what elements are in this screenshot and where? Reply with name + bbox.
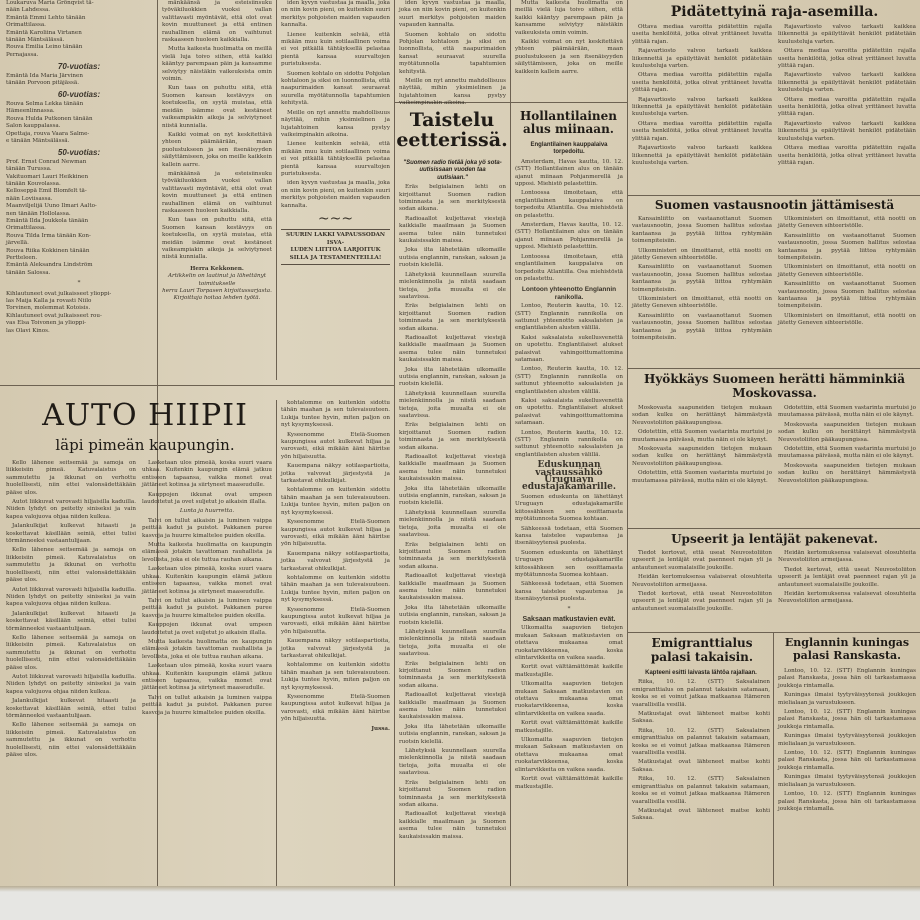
hollanti-subhead-2: Lontoon yhteenotto Englannin ranikolla. [521,286,617,301]
birthdays-column: Loukaruva Maria Grönqvist tä- nään Lahdessa. Emäntä Emmi Lehto tänään Orimattilassa. Emäntä Karoliina Virtanen tänään Mäntsälässä. Rouva Emilia Leino tänään Pernajassa. 70-vuotias: Emäntä Ida Maria Järvinen tänään Porvoon pitäjässä. 60-vuotias: Rouva Selma Lekka tänään Hämeenlinnassa. Rouva Hulda Putkonen tänään Salon kauppalassa. Opettaja, rouva Vaara Salme- e tänään Mäntsälässä. 50-vuotias: Prof. Ernst Conrad Newman tänään Turussa. Vakituomari Lauri Heikkinen tänään Kouvolassa. Kelloseppä Emil Blomfelt tä- nään Loviisassa. Maanviljelijä Uuno Ilmari Aalto- nen tänään Hollolassa. Emäntä Ilda Joukkola tänään Orimattilassa. Rouva Tilda Irma tänään Kon- järvellä. Rouva Riika Kokkinen tänään Pertteleen. Emäntä Aleksandra Lindström tänään Salossa. * Kihlautuneet ovat julkaisseet ylioppi- las Maija Kalla ja rovasti Niilo Torvinen, molemmat Kotoisis. Kihlautuneet ovat julkaisseet rou- vas Elsa Toivonen ja ylioppi- las Olavi Kinos. [6,0,152,380]
auto-column-b: Lasketaan ulos pimeää, koska suuri vaara uhkaa. Kuitenkin kaupungin elämä jatkuu entiseen tapaansa, vaikka monet ovat jättäneet kotinsa ja siirtyneet maaseudulle. Kauppojen ikkunat ovat umpeen laudoitetut ja ovet suljetut jo aikaisin illalla. Lunta ja huurretta. Talvi on tullut aikaisin ja luminen vaippa peittää kadut ja puistot. Pakkanen puree kasvoja ja huurre kimaltelee puiden oksilla. Mutta kaikesta huolimatta on kaupungin elämässä jotakin tavattoman rauhallista ja levollista, joka ei ole tuttua rauhan aikana. Lasketaan ulos pimeää, koska suuri vaara uhkaa. Kuitenkin kaupungin elämä jatkuu entiseen tapaansa, vaikka monet ovat jättäneet kotinsa ja siirtyneet maaseudulle. Talvi on tullut aikaisin ja luminen vaippa peittää kadut ja puistot. Pakkanen puree kasvoja ja huurre kimaltelee puiden oksilla. Kauppojen ikkunat ovat umpeen laudoitetut ja ovet suljetut jo aikaisin illalla. Mutta kaikesta huolimatta on kaupungin elämässä jotakin tavattoman rauhallista ja levollista, joka ei ole tuttua rauhan aikana. Lasketaan ulos pimeää, koska suuri vaara uhkaa. Kuitenkin kaupungin elämä jatkuu entiseen tapaansa, vaikka monet ovat jättäneet kotinsa ja siirtyneet maaseudulle. Talvi on tullut aikaisin ja luminen vaippa peittää kadut ja puistot. Pakkanen puree kasvoja ja huurre kimaltelee puiden oksilla. [142,460,272,716]
article-column-3: iden kyvyn vastustaa ja maalla, joka on niin kovin pieni, on kuitenkin suuri merkitys pohjoisten maiden vapauden kannalta. Lienee kuitenkin selvää, että mikään muu kuin sotilaallinen voima ei voi pitkällä tähtäyksellä pelastaa pientä kansaa suurvaltojen puristuksesta. Suomen kohtalo on sidottu Pohjolan kohtaloon ja siksi on luonnollista, että naapurimaiden kansat seuraavat suurella myötätunnolla tapahtumien kehitystä. Meille on nyt annettu mahdollisuus näyttää, mihin yksimielinen ja lujatahtoinen kansa pystyy vaikeimpinakin aikoina. Lienee kuitenkin selvää, että mikään muu kuin sotilaallinen voima ei voi pitkällä tähtäyksellä pelastaa pientä kansaa suurvaltojen puristuksesta. iden kyvyn vastustaa ja maalla, joka on niin kovin pieni, on kuitenkin suuri merkitys pohjoisten maiden vapauden kannalta. ~~~ SUURIN LAKKI VAPAUSSODAN ISVA- LUDEN LIITTOA LARJOITUK SILLA JA TESTAMENTEILLA! [281,0,390,380]
article-column-5-top: Mutta kaikesta huolimatta on meillä vielä luja toivo siihen, että kaikki kääntyy parempaan päin ja kansamme selviytyy näistäkin vaikeuksista omin voimin. Kaikki voimat on nyt keskitettävä yhteen päämäärään, maan puolustukseen ja sen itsenäisyyden säilyttämiseen, joka on meille kaikkein kallein aarre. [515,0,623,75]
right-column-b2: Ulkoministeri on ilmoittanut, että nootti on jätetty Geneven sihteeristölle. Kansainliitto on vastaanottanut Suomen vastausnootin, jossa Suomen hallitus selostaa kantaansa ja pyytää liittoa ryhtymään toimenpiteisiin. Ulkoministeri on ilmoittanut, että nootti on jätetty Geneven sihteeristölle. Kansainliitto on vastaanottanut Suomen vastausnootin, jossa Suomen hallitus selostaa kantaansa ja pyytää liittoa ryhtymään toimenpiteisiin. Ulkoministeri on ilmoittanut, että nootti on jätetty Geneven sihteeristölle. [778,216,916,327]
section-rule [0,385,394,386]
appeal-box: SUURIN LAKKI VAPAUSSODAN ISVA- LUDEN LIITTOA LARJOITUK SILLA JA TESTAMENTEILLA! [281,229,390,265]
taistelu-headline: Taistelu eetterissä. [396,109,508,151]
column-rule [627,0,628,888]
auto-headline: AUTO HIIPII [42,398,248,433]
right-column-b4: Heidän kertomuksensa valaisevat olosuhteita Neuvostoliiton armeijassa. Tiedot kertovat, että useat Neuvostoliiton upseerit ja lentäjät ovat paenneet rajan yli ja antautuneet suomalaisille joukoille. Heidän kertomuksensa valaisevat olosuhteita Neuvostoliiton armeijassa. [778,550,916,605]
pidatettyina-headline: Pidätettyinä raja-asemilla. [670,4,879,20]
auto-column-c: kohtalomme on kuitenkin sidottu tähän maahan ja sen tulevaisuuteen. Lukija tuntee hyvin, miten paljon on nyt kysymyksessä. Kyseenomme Etelä-Suomen kaupungissa autot kulkevat hiljaa ja varovasti, eikä mikään ääni häiritse yön hiljaisuutta. Kauempana näkyy sotilaspartioita, jotka valvovat järjestystä ja tarkastavat ohikulkijat. kohtalomme on kuitenkin sidottu tähän maahan ja sen tulevaisuuteen. Lukija tuntee hyvin, miten paljon on nyt kysymyksessä. Kyseenomme Etelä-Suomen kaupungissa autot kulkevat hiljaa ja varovasti, eikä mikään ääni häiritse yön hiljaisuutta. Kauempana näkyy sotilaspartioita, jotka valvovat järjestystä ja tarkastavat ohikulkijat. kohtalomme on kuitenkin sidottu tähän maahan ja sen tulevaisuuteen. Lukija tuntee hyvin, miten paljon on nyt kysymyksessä. Kyseenomme Etelä-Suomen kaupungissa autot kulkevat hiljaa ja varovasti, eikä mikään ääni häiritse yön hiljaisuutta. Kauempana näkyy sotilaspartioita, jotka valvovat järjestystä ja tarkastavat ohikulkijat. kohtalomme on kuitenkin sidottu tähän maahan ja sen tulevaisuuteen. Lukija tuntee hyvin, miten paljon on nyt kysymyksessä. Kyseenomme Etelä-Suomen kaupungissa autot kulkevat hiljaa ja varovasti, eikä mikään ääni häiritse yön hiljaisuutta. Jussa. [281,400,390,732]
right-column-b1: Rajavartiosto valvoo tarkasti kaikkea liikennettä ja epäilyttävät henkilöt pidätetään kuulusteluja varten. Ottava mediaa varoitta pidätettiin rajalla useita henkilöitä, jotka olivat yrittäneet luvatta ylittää rajan. Rajavartiosto valvoo tarkasti kaikkea liikennettä ja epäilyttävät henkilöt pidätetään kuulusteluja varten. Ottava mediaa varoitta pidätettiin rajalla useita henkilöitä, jotka olivat yrittäneet luvatta ylittää rajan. Rajavartiosto valvoo tarkasti kaikkea liikennettä ja epäilyttävät henkilöt pidätetään kuulusteluja varten. Ottava mediaa varoitta pidätettiin rajalla useita henkilöitä, jotka olivat yrittäneet luvatta ylittää rajan. [778,24,916,166]
column-rule [510,0,511,888]
auto-signature: Jussa. [371,725,390,732]
right-column-a3: Moskovasta saapuneiden tietojen mukaan sodan kulku on herättänyt hämmästystä Neuvostoliiton pääkaupungissa. Odotettiin, että Suomen vastarinta murtuisi jo muutamassa päivässä, mutta näin ei ole käynyt. Moskovasta saapuneiden tietojen mukaan sodan kulku on herättänyt hämmästystä Neuvostoliiton pääkaupungissa. Odotettiin, että Suomen vastarinta murtuisi jo muutamassa päivässä, mutta näin ei ole käynyt. [632,405,772,484]
column-rule [394,0,395,888]
vastausnootti-headline: Suomen vastausnootin jättämisestä [654,198,895,212]
section-rule [510,102,627,103]
auto-column-a: Kello lähenee seitsemää ja samoja on liikkeisiin pimeä. Katuvalaistus on sammutettu ja ikkunat on verhottu huolellisesti, niin ettei valonsädettäkään pääse ulos. Autot liikkuvat varovasti hiljaisilla kaduilla. Niiden lyhdyt on peitetty siniseksi ja vain kapea valojuova ohjaa niiden kulkua. Jalankulkijat kulkevat hitaasti ja koskettavat käsillään seiniä, ettei tulisi törmänneeksi vastaantulijaan. Kello lähenee seitsemää ja samoja on liikkeisiin pimeä. Katuvalaistus on sammutettu ja ikkunat on verhottu huolellisesti, niin ettei valonsädettäkään pääse ulos. Autot liikkuvat varovasti hiljaisilla kaduilla. Niiden lyhdyt on peitetty siniseksi ja vain kapea valojuova ohjaa niiden kulkua. Jalankulkijat kulkevat hitaasti ja koskettavat käsillään seiniä, ettei tulisi törmänneeksi vastaantulijaan. Kello lähenee seitsemää ja samoja on liikkeisiin pimeä. Katuvalaistus on sammutettu ja ikkunat on verhottu huolellisesti, niin ettei valonsädettäkään pääse ulos. Autot liikkuvat varovasti hiljaisilla kaduilla. Niiden lyhdyt on peitetty siniseksi ja vain kapea valojuova ohjaa niiden kulkua. Jalankulkijat kulkevat hitaasti ja koskettavat käsillään seiniä, ettei tulisi törmänneeksi vastaantulijaan. Kello lähenee seitsemää ja samoja on liikkeisiin pimeä. Katuvalaistus on sammutettu ja ikkunat on verhottu huolellisesti, niin ettei valonsädettäkään pääse ulos. [6,460,136,759]
signature: Herra Kekkonen. [190,265,244,272]
signature-flourish: ~~~ [317,210,354,227]
emigranttialus-headline: Emigranttialus palasi takaisin. [650,636,754,664]
taistelu-column: "Suomen radio tietää joka yö sota- uutisissaan vuoden taa uutisiaan." Eräs belgialainen lehti on kirjoittanut Suomen radion toiminnasta ja sen merkityksestä sodan aikana. Radioaallot kuljettavat viestejä kaikkialle maailmaan ja Suomen asema tulee näin tunnetuksi kaukaisissakin maissa. Joka ilta lähetetään ulkomaille uutisia englannin, ranskan, saksan ja ruotsin kielellä. Lähetyksiä kuunnellaan suurella mielenkiinnolla ja niistä saadaan tietoja, joita muualta ei ole saatavissa. Eräs belgialainen lehti on kirjoittanut Suomen radion toiminnasta ja sen merkityksestä sodan aikana. Radioaallot kuljettavat viestejä kaikkialle maailmaan ja Suomen asema tulee näin tunnetuksi kaukaisissakin maissa. Joka ilta lähetetään ulkomaille uutisia englannin, ranskan, saksan ja ruotsin kielellä. Lähetyksiä kuunnellaan suurella mielenkiinnolla ja niistä saadaan tietoja, joita muualta ei ole saatavissa. Eräs belgialainen lehti on kirjoittanut Suomen radion toiminnasta ja sen merkityksestä sodan aikana. Radioaallot kuljettavat viestejä kaikkialle maailmaan ja Suomen asema tulee näin tunnetuksi kaukaisissakin maissa. Joka ilta lähetetään ulkomaille uutisia englannin, ranskan, saksan ja ruotsin kielellä. Lähetyksiä kuunnellaan suurella mielenkiinnolla ja niistä saadaan tietoja, joita muualta ei ole saatavissa. Eräs belgialainen lehti on kirjoittanut Suomen radion toiminnasta ja sen merkityksestä sodan aikana. Radioaallot kuljettavat viestejä kaikkialle maailmaan ja Suomen asema tulee näin tunnetuksi kaukaisissakin maissa. Joka ilta lähetetään ulkomaille uutisia englannin, ranskan, saksan ja ruotsin kielellä. Lähetyksiä kuunnellaan suurella mielenkiinnolla ja niistä saadaan tietoja, joita muualta ei ole saatavissa. Eräs belgialainen lehti on kirjoittanut Suomen radion toiminnasta ja sen merkityksestä sodan aikana. Radioaallot kuljettavat viestejä kaikkialle maailmaan ja Suomen asema tulee näin tunnetuksi kaukaisissakin maissa. Joka ilta lähetetään ulkomaille uutisia englannin, ranskan, saksan ja ruotsin kielellä. Lähetyksiä kuunnellaan suurella mielenkiinnolla ja niistä saadaan tietoja, joita muualta ei ole saatavissa. Eräs belgialainen lehti on kirjoittanut Suomen radion toiminnasta ja sen merkityksestä sodan aikana. Radioaallot kuljettavat viestejä kaikkialle maailmaan ja Suomen asema tulee näin tunnetuksi kaukaisissakin maissa. [399,160,506,840]
right-column-a1: Ottava mediaa varoitta pidätettiin rajalla useita henkilöitä, jotka olivat yrittäneet luvatta ylittää rajan. Rajavartiosto valvoo tarkasti kaikkea liikennettä ja epäilyttävät henkilöt pidätetään kuulusteluja varten. Ottava mediaa varoitta pidätettiin rajalla useita henkilöitä, jotka olivat yrittäneet luvatta ylittää rajan. Rajavartiosto valvoo tarkasti kaikkea liikennettä ja epäilyttävät henkilöt pidätetään kuulusteluja varten. Ottava mediaa varoitta pidätettiin rajalla useita henkilöitä, jotka olivat yrittäneet luvatta ylittää rajan. Rajavartiosto valvoo tarkasti kaikkea liikennettä ja epäilyttävät henkilöt pidätetään kuulusteluja varten. [632,24,772,166]
age-heading-70: 70-vuotias: [57,62,101,72]
article-column-2: mänkäänsä ja esteisiinsuku työväkiluokkien vuoksi vallan valittavasti myöntävät, että olot ovat kovin muuttuneet ja että entinen rauhallinen elämä on vaihtunut raskaaseen huoleen kaikkialla. Mutta kaikesta huolimatta on meillä vielä luja toivo siihen, että kaikki kääntyy parempaan päin ja kansamme selviytyy näistäkin vaikeuksista omin voimin. Kun taas on puhuttu siitä, että Suomen kansan kestävyys on koetuksella, on syytä muistaa, että meidän isämme ovat kestäneet vaikeampiakin aikoja ja selviytyneet niistä kunnialla. Kaikki voimat on nyt keskitettävä yhteen päämäärään, maan puolustukseen ja sen itsenäisyyden säilyttämiseen, joka on meille kaikkein kallein aarre. mänkäänsä ja esteisiinsuku työväkiluokkien vuoksi vallan valittavasti myöntävät, että olot ovat kovin muuttuneet ja että entinen rauhallinen elämä on vaihtunut raskaaseen huoleen kaikkialla. Kun taas on puhuttu siitä, että Suomen kansan kestävyys on koetuksella, on syytä muistaa, että meidän isämme ovat kestäneet vaikeampiakin aikoja ja selviytyneet niistä kunnialla. Herra Kekkonen. Artikkelin on laatinut ja lähettänyt toimitukselle herra Lauri Torpasen kirjoitussarjasta. Kirjoittaja hoitaa lehden työtä. [162,0,272,302]
column-rule [276,0,277,380]
eduskunta-headline: Eduskunnan vastaussähkö Uruguayn edustajakamarille. [522,460,616,493]
kuningas-column: Lontoo, 10. 12. (STT) Englannin kuningas palasi Ranskasta, jossa hän oli tarkastamassa joukkoja rintamalla. Kuningas ilmaisi tyytyväisyytensä joukkojen mielialaan ja varustukseen. Lontoo, 10. 12. (STT) Englannin kuningas palasi Ranskasta, jossa hän oli tarkastamassa joukkoja rintamalla. Kuningas ilmaisi tyytyväisyytensä joukkojen mielialaan ja varustukseen. Lontoo, 10. 12. (STT) Englannin kuningas palasi Ranskasta, jossa hän oli tarkastamassa joukkoja rintamalla. Kuningas ilmaisi tyytyväisyytensä joukkojen mielialaan ja varustukseen. Lontoo, 10. 12. (STT) Englannin kuningas palasi Ranskasta, jossa hän oli tarkastamassa joukkoja rintamalla. [778,668,916,812]
age-heading-60: 60-vuotias: [57,90,101,100]
hyokkays-headline: Hyökkäys Suomeen herätti hämminkiä Moskovassa. [644,372,905,400]
column-rule [276,400,277,888]
auto-subheadline: läpi pimeän kaupungin. [55,436,235,454]
auto-midhead: Lunta ja huurretta. [179,508,235,515]
kuningas-headline: Englannin kuningas palasi Ranskasta. [784,636,910,662]
right-column-b3: Odotettiin, että Suomen vastarinta murtuisi jo muutamassa päivässä, mutta näin ei ole käynyt. Moskovasta saapuneiden tietojen mukaan sodan kulku on herättänyt hämmästystä Neuvostoliiton pääkaupungissa. Odotettiin, että Suomen vastarinta murtuisi jo muutamassa päivässä, mutta näin ei ole käynyt. Moskovasta saapuneiden tietojen mukaan sodan kulku on herättänyt hämmästystä Neuvostoliiton pääkaupungissa. [778,405,916,484]
upseerit-headline: Upseerit ja lentäjät pakenevat. [671,532,878,546]
page-edge [0,886,920,892]
saksaan-headline: Saksaan matkustavien evät. [522,615,616,623]
right-column-a2: Kansainliitto on vastaanottanut Suomen vastausnootin, jossa Suomen hallitus selostaa kantaansa ja pyytää liittoa ryhtymään toimenpiteisiin. Ulkoministeri on ilmoittanut, että nootti on jätetty Geneven sihteeristölle. Kansainliitto on vastaanottanut Suomen vastausnootin, jossa Suomen hallitus selostaa kantaansa ja pyytää liittoa ryhtymään toimenpiteisiin. Ulkoministeri on ilmoittanut, että nootti on jätetty Geneven sihteeristölle. Kansainliitto on vastaanottanut Suomen vastausnootin, jossa Suomen hallitus selostaa kantaansa ja pyytää liittoa ryhtymään toimenpiteisiin. [632,216,772,342]
article-column-4-top: iden kyvyn vastustaa ja maalla, joka on niin kovin pieni, on kuitenkin suuri merkitys pohjoisten maiden vapauden kannalta. Suomen kohtalo on sidottu Pohjolan kohtaloon ja siksi on luonnollista, että naapurimaiden kansat seuraavat suurella myötätunnolla tapahtumien kehitystä. Meille on nyt annettu mahdollisuus näyttää, mihin yksimielinen ja lujatahtoinen kansa pystyy vaikeimpinakin aikoina. [399,0,506,107]
hollanti-column: Englantilainen kauppalaiva torpedoitu. Amsterdam, Havas kautta, 10. 12. (STT) Hollantilainen alus on tänään ajanut miinaan Pohjanmerellä ja upposi. Miehistö pelastettiin. Lontoossa ilmoitetaan, että englantilainen kauppalaiva on torpedoitu Atlantilla. Osa miehistöstä on pelastettu. Amsterdam, Havas kautta, 10. 12. (STT) Hollantilainen alus on tänään ajanut miinaan Pohjanmerellä ja upposi. Miehistö pelastettiin. Lontoossa ilmoitetaan, että englantilainen kauppalaiva on torpedoitu Atlantilla. Osa miehistöstä on pelastettu. Lontoon yhteenotto Englannin ranikolla. Lontoo, Reuterin kautta, 10. 12. (STT) Englannin rannikolla on sattunut yhteenotto saksalaisten ja englantilaisten alusten välillä. Kaksi saksalaista sukellusvenettä on upotettu. Englantilaiset alukset palasivat vahingoittumattomina satamaan. Lontoo, Reuterin kautta, 10. 12. (STT) Englannin rannikolla on sattunut yhteenotto saksalaisten ja englantilaisten alusten välillä. Kaksi saksalaista sukellusvenettä on upotettu. Englantilaiset alukset palasivat vahingoittumattomina satamaan. Lontoo, Reuterin kautta, 10. 12. (STT) Englannin rannikolla on sattunut yhteenotto saksalaisten ja englantilaisten alusten välillä. Eduskunnan vastaussähkö Uruguayn edustajakamarille. Suomen eduskunta on lähettänyt Uruguayn edustajakamarille kiitossähkeen sen osoittamasta myötätunnosta Suomea kohtaan. Sähkeessä todetaan, että Suomen kansa taistelee vapautensa ja itsenäisyytensä puolesta. Suomen eduskunta on lähettänyt Uruguayn edustajakamarille kiitossähkeen sen osoittamasta myötätunnosta Suomea kohtaan. Sähkeessä todetaan, että Suomen kansa taistelee vapautensa ja itsenäisyytensä puolesta. * Saksaan matkustavien evät. Ulkomailta saapuvien tietojen mukaan Saksaan matkustavien on otettava mukaansa omat ruokatarvikkeensa, koska elintarvikkeita on vaikea saada. Kortit ovat välttämättömät kaikille matkustajille. Ulkomailta saapuvien tietojen mukaan Saksaan matkustavien on otettava mukaansa omat ruokatarvikkeensa, koska elintarvikkeita on vaikea saada. Kortit ovat välttämättömät kaikille matkustajille. Ulkomailta saapuvien tietojen mukaan Saksaan matkustavien on otettava mukaansa omat ruokatarvikkeensa, koska elintarvikkeita on vaikea saada. Kortit ovat välttämättömät kaikille matkustajille. [515,142,623,790]
emigranttialus-column: Kapteeni esitti laivasta lähtöa rajallaan. Riika, 10. 12. (STT) Saksalainen emigranttialus on palannut takaisin satamaan, koska se ei voinut jatkaa matkaansa Itämeren vaarallisilla vesillä. Matkustajat ovat lähteneet maitse kohti Saksaa. Riika, 10. 12. (STT) Saksalainen emigranttialus on palannut takaisin satamaan, koska se ei voinut jatkaa matkaansa Itämeren vaarallisilla vesillä. Matkustajat ovat lähteneet maitse kohti Saksaa. Riika, 10. 12. (STT) Saksalainen emigranttialus on palannut takaisin satamaan, koska se ei voinut jatkaa matkaansa Itämeren vaarallisilla vesillä. Matkustajat ovat lähteneet maitse kohti Saksaa. [632,670,770,822]
right-column-a4: Tiedot kertovat, että useat Neuvostoliiton upseerit ja lentäjät ovat paenneet rajan yli ja antautuneet suomalaisille joukoille. Heidän kertomuksensa valaisevat olosuhteita Neuvostoliiton armeijassa. Tiedot kertovat, että useat Neuvostoliiton upseerit ja lentäjät ovat paenneet rajan yli ja antautuneet suomalaisille joukoille. [632,550,772,612]
age-heading-50: 50-vuotias: [57,148,101,158]
hollanti-headline: Hollantilainen alus miinaan. [519,109,618,136]
